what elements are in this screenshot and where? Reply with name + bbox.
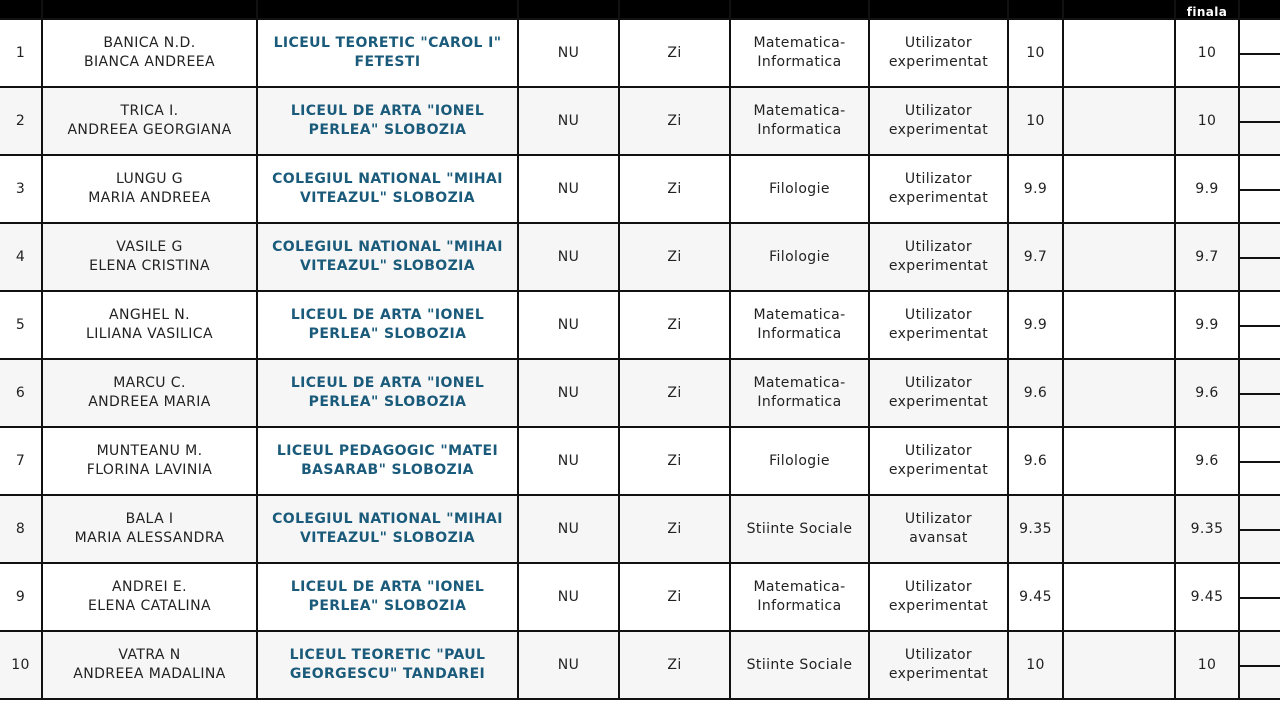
header-last	[1239, 0, 1280, 19]
table-row	[0, 631, 1280, 699]
last-col-cell	[1239, 495, 1280, 563]
final-grade-cell: 10	[1175, 631, 1239, 699]
extra-cell	[1063, 19, 1175, 87]
school-link[interactable]: LICEUL DE ARTA "IONEL PERLEA" SLOBOZIA	[257, 87, 518, 155]
candidate-name: MARCU C. ANDREEA MARIA	[42, 359, 257, 427]
candidate-name: ANGHEL N. LILIANA VASILICA	[42, 291, 257, 359]
candidate-name: BALA I MARIA ALESSANDRA	[42, 495, 257, 563]
divider	[1240, 257, 1280, 259]
profile-cell: Matematica- Informatica	[730, 87, 869, 155]
candidate-name: MUNTEANU M. FLORINA LAVINIA	[42, 427, 257, 495]
table-row	[0, 87, 1280, 155]
candidate-name: ANDREI E. ELENA CATALINA	[42, 563, 257, 631]
table-row	[0, 563, 1280, 631]
final-grade-cell: 9.35	[1175, 495, 1239, 563]
header-level	[869, 0, 1008, 19]
school-link[interactable]: LICEUL TEORETIC "CAROL I" FETESTI	[257, 19, 518, 87]
divider	[1240, 529, 1280, 531]
grade-cell: 10	[1008, 19, 1063, 87]
form-cell: Zi	[619, 155, 730, 223]
flag-cell: NU	[518, 631, 619, 699]
level-cell: Utilizator experimentat	[869, 223, 1008, 291]
form-cell: Zi	[619, 223, 730, 291]
divider	[1240, 665, 1280, 667]
header-school	[257, 0, 518, 19]
profile-cell: Stiinte Sociale	[730, 631, 869, 699]
level-cell: Utilizator experimentat	[869, 19, 1008, 87]
flag-cell: NU	[518, 495, 619, 563]
form-cell: Zi	[619, 19, 730, 87]
extra-cell	[1063, 495, 1175, 563]
grade-cell: 9.9	[1008, 155, 1063, 223]
divider	[1240, 53, 1280, 55]
table-row	[0, 359, 1280, 427]
level-cell: Utilizator avansat	[869, 495, 1008, 563]
school-link[interactable]: COLEGIUL NATIONAL "MIHAI VITEAZUL" SLOBOZIA	[257, 223, 518, 291]
divider	[1240, 121, 1280, 123]
school-link[interactable]: LICEUL DE ARTA "IONEL PERLEA" SLOBOZIA	[257, 359, 518, 427]
flag-cell: NU	[518, 563, 619, 631]
table-row	[0, 19, 1280, 87]
header-grade	[1008, 0, 1063, 19]
form-cell: Zi	[619, 563, 730, 631]
extra-cell	[1063, 359, 1175, 427]
flag-cell: NU	[518, 427, 619, 495]
header-name	[42, 0, 257, 19]
level-cell: Utilizator experimentat	[869, 631, 1008, 699]
form-cell: Zi	[619, 495, 730, 563]
flag-cell: NU	[518, 359, 619, 427]
header-profile	[730, 0, 869, 19]
grade-cell: 9.6	[1008, 359, 1063, 427]
level-cell: Utilizator experimentat	[869, 155, 1008, 223]
final-grade-cell: 9.9	[1175, 155, 1239, 223]
form-cell: Zi	[619, 359, 730, 427]
final-grade-cell: 9.9	[1175, 291, 1239, 359]
grade-cell: 9.9	[1008, 291, 1063, 359]
row-number: 10	[0, 631, 42, 699]
form-cell: Zi	[619, 87, 730, 155]
profile-cell: Stiinte Sociale	[730, 495, 869, 563]
grade-cell: 9.6	[1008, 427, 1063, 495]
profile-cell: Filologie	[730, 427, 869, 495]
level-cell: Utilizator experimentat	[869, 87, 1008, 155]
grade-cell: 9.45	[1008, 563, 1063, 631]
last-col-cell	[1239, 19, 1280, 87]
grade-cell: 9.35	[1008, 495, 1063, 563]
candidate-name: BANICA N.D. BIANCA ANDREEA	[42, 19, 257, 87]
header-final: finala	[1175, 0, 1239, 19]
last-col-cell	[1239, 563, 1280, 631]
row-number: 6	[0, 359, 42, 427]
last-col-cell	[1239, 223, 1280, 291]
header-form	[619, 0, 730, 19]
extra-cell	[1063, 223, 1175, 291]
final-grade-cell: 10	[1175, 87, 1239, 155]
form-cell: Zi	[619, 291, 730, 359]
row-number: 4	[0, 223, 42, 291]
profile-cell: Matematica- Informatica	[730, 359, 869, 427]
header-nr	[0, 0, 42, 19]
flag-cell: NU	[518, 155, 619, 223]
flag-cell: NU	[518, 19, 619, 87]
level-cell: Utilizator experimentat	[869, 291, 1008, 359]
level-cell: Utilizator experimentat	[869, 563, 1008, 631]
grade-cell: 10	[1008, 631, 1063, 699]
school-link[interactable]: COLEGIUL NATIONAL "MIHAI VITEAZUL" SLOBOZIA	[257, 155, 518, 223]
header-flag	[518, 0, 619, 19]
row-number: 2	[0, 87, 42, 155]
profile-cell: Filologie	[730, 223, 869, 291]
last-col-cell	[1239, 155, 1280, 223]
last-col-cell	[1239, 87, 1280, 155]
row-number: 7	[0, 427, 42, 495]
divider	[1240, 189, 1280, 191]
profile-cell: Filologie	[730, 155, 869, 223]
school-link[interactable]: LICEUL TEORETIC "PAUL GEORGESCU" TANDAREI	[257, 631, 518, 699]
flag-cell: NU	[518, 223, 619, 291]
table-row	[0, 427, 1280, 495]
grade-cell: 9.7	[1008, 223, 1063, 291]
school-link[interactable]: LICEUL PEDAGOGIC "MATEI BASARAB" SLOBOZIA	[257, 427, 518, 495]
extra-cell	[1063, 631, 1175, 699]
form-cell: Zi	[619, 631, 730, 699]
final-grade-cell: 10	[1175, 19, 1239, 87]
candidate-name: VASILE G ELENA CRISTINA	[42, 223, 257, 291]
flag-cell: NU	[518, 291, 619, 359]
last-col-cell	[1239, 631, 1280, 699]
extra-cell	[1063, 427, 1175, 495]
last-col-cell	[1239, 359, 1280, 427]
divider	[1240, 325, 1280, 327]
flag-cell: NU	[518, 87, 619, 155]
final-grade-cell: 9.6	[1175, 427, 1239, 495]
school-link[interactable]: LICEUL DE ARTA "IONEL PERLEA" SLOBOZIA	[257, 563, 518, 631]
school-link[interactable]: COLEGIUL NATIONAL "MIHAI VITEAZUL" SLOBOZIA	[257, 495, 518, 563]
header-extra	[1063, 0, 1175, 19]
candidate-name: LUNGU G MARIA ANDREEA	[42, 155, 257, 223]
extra-cell	[1063, 291, 1175, 359]
level-cell: Utilizator experimentat	[869, 427, 1008, 495]
divider	[1240, 393, 1280, 395]
extra-cell	[1063, 87, 1175, 155]
table-row	[0, 495, 1280, 563]
table-header-row	[0, 0, 1280, 19]
table-row	[0, 155, 1280, 223]
extra-cell	[1063, 155, 1175, 223]
row-number: 3	[0, 155, 42, 223]
profile-cell: Matematica- Informatica	[730, 291, 869, 359]
grade-cell: 10	[1008, 87, 1063, 155]
candidate-name: TRICA I. ANDREEA GEORGIANA	[42, 87, 257, 155]
form-cell: Zi	[619, 427, 730, 495]
divider	[1240, 597, 1280, 599]
last-col-cell	[1239, 291, 1280, 359]
row-number: 8	[0, 495, 42, 563]
candidate-name: VATRA N ANDREEA MADALINA	[42, 631, 257, 699]
school-link[interactable]: LICEUL DE ARTA "IONEL PERLEA" SLOBOZIA	[257, 291, 518, 359]
profile-cell: Matematica- Informatica	[730, 563, 869, 631]
row-number: 1	[0, 19, 42, 87]
table-row	[0, 223, 1280, 291]
last-col-cell	[1239, 427, 1280, 495]
profile-cell: Matematica- Informatica	[730, 19, 869, 87]
level-cell: Utilizator experimentat	[869, 359, 1008, 427]
final-grade-cell: 9.7	[1175, 223, 1239, 291]
table-row	[0, 291, 1280, 359]
final-grade-cell: 9.45	[1175, 563, 1239, 631]
final-grade-cell: 9.6	[1175, 359, 1239, 427]
extra-cell	[1063, 563, 1175, 631]
row-number: 5	[0, 291, 42, 359]
divider	[1240, 461, 1280, 463]
row-number: 9	[0, 563, 42, 631]
